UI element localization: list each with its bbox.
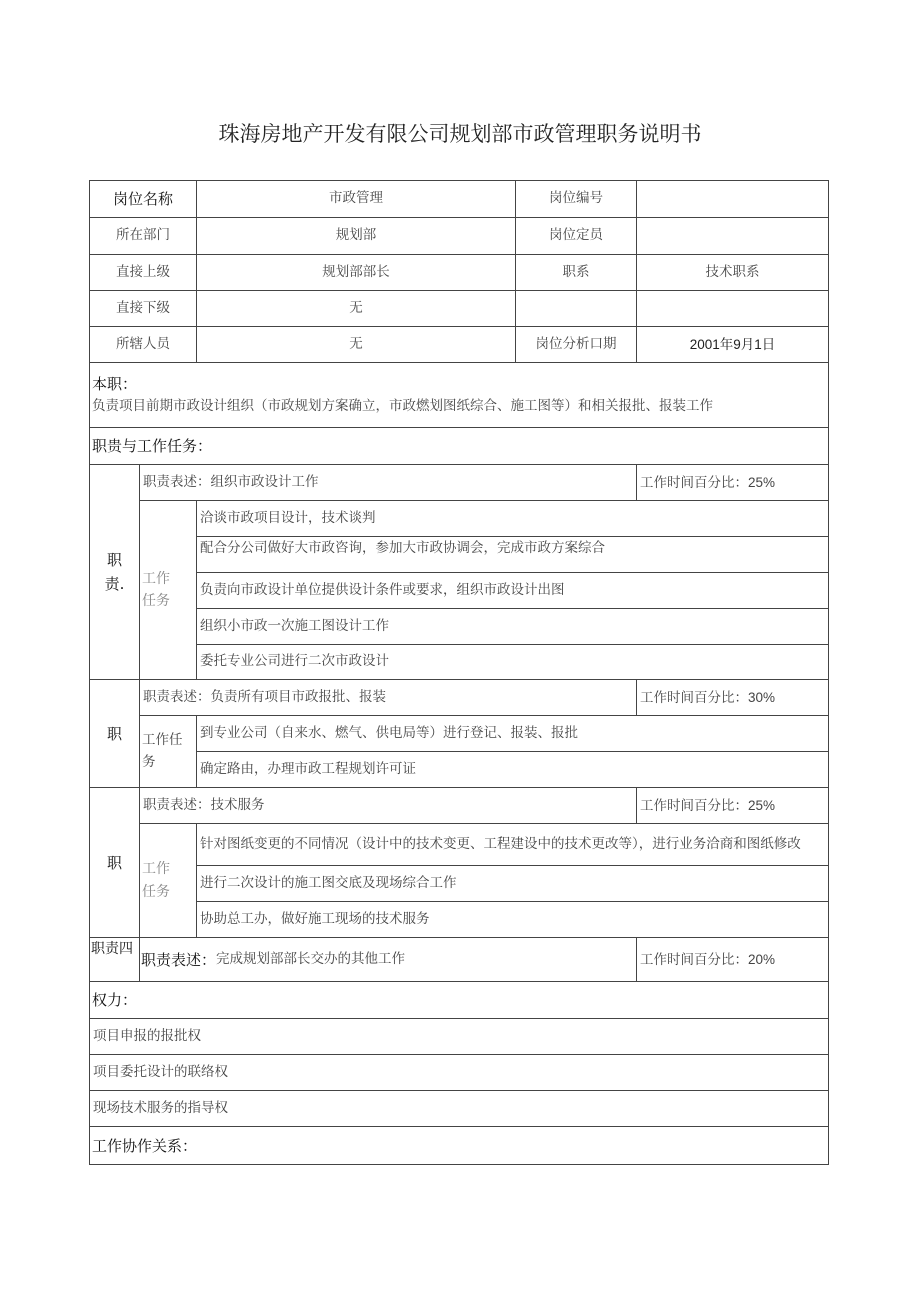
duty-1-desc: 职责表述：组织市政设计工作 (139, 464, 637, 501)
duty-2-time: 工作时间百分比：30% (636, 679, 829, 716)
value-subordinate: 无 (196, 290, 516, 327)
duty-2-task-label: 工作任务 (139, 715, 197, 788)
value-department: 规划部 (196, 217, 516, 255)
duty-1-task: 负责向市政设计单位提供设计条件或要求，组织市政设计出图 (196, 572, 829, 609)
duty-3-label: 职 (89, 787, 140, 938)
duty-2-task: 到专业公司（自来水、燃气、供电局等）进行登记、报装、报批 (196, 715, 829, 752)
duty-1-task: 洽谈市政项目设计，技术谈判 (196, 500, 829, 537)
value-supervisor: 规划部部长 (196, 254, 516, 291)
value-job-family: 技术职系 (636, 254, 829, 291)
label-analysis-date: 岗位分析口期 (515, 326, 637, 363)
power-item: 项目申报的报批权 (89, 1018, 829, 1055)
duty-3-task: 进行二次设计的施工图交底及现场综合工作 (196, 865, 829, 902)
duty-3-desc: 职责表述：技术服务 (139, 787, 637, 824)
duty-2-label: 职 (89, 679, 140, 788)
duty-2-task: 确定路由，办理市政工程规划许可证 (196, 751, 829, 788)
document-title: 珠海房地产开发有限公司规划部市政管理职务说明书 (218, 122, 702, 146)
duty-4-desc-label: 职责表述： (141, 950, 217, 969)
relations-header: 工作协作关系： (89, 1126, 829, 1165)
duty-1-task: 组织小市政一次施工图设计工作 (196, 608, 829, 645)
value-position-name: 市政管理 (196, 180, 516, 218)
duty-4-desc-cell (139, 937, 637, 982)
value-analysis-date: 2001年9月1日 (636, 326, 829, 363)
main-duty-label: 本职： (92, 375, 138, 394)
label-department: 所在部门 (89, 217, 197, 255)
duty-3-task-label: 工作任务 (139, 823, 197, 938)
power-item: 项目委托设计的联络权 (89, 1054, 829, 1091)
powers-header: 权力： (89, 981, 829, 1019)
main-duty-text: 负责项目前期市政设计组织（市政规划方案确立，市政燃划图纸综合、施工图等）和相关报批、报装工作 (92, 398, 713, 415)
duty-1-label: 职责. (89, 464, 140, 680)
empty-cell (636, 290, 829, 327)
duty-4-label: 职责四 (89, 937, 140, 982)
duty-4-desc: 完成规划部部长交办的其他工作 (216, 950, 406, 967)
label-headcount: 岗位定员 (515, 217, 637, 255)
empty-cell (515, 290, 637, 327)
main-duty-section (89, 362, 829, 428)
duty-3-time: 工作时间百分比：25% (636, 787, 829, 824)
value-position-number (636, 180, 829, 218)
power-item: 现场技术服务的指导权 (89, 1090, 829, 1127)
duty-3-task: 协助总工办，做好施工现场的技术服务 (196, 901, 829, 938)
value-headcount (636, 217, 829, 255)
label-position-name: 岗位名称 (89, 180, 197, 218)
label-staff: 所辖人员 (89, 326, 197, 363)
label-supervisor: 直接上级 (89, 254, 197, 291)
label-position-number: 岗位编号 (515, 180, 637, 218)
duty-4-time: 工作时间百分比：20% (636, 937, 829, 982)
duty-1-task: 委托专业公司进行二次市政设计 (196, 644, 829, 680)
label-subordinate: 直接下级 (89, 290, 197, 327)
duties-header: 职贵与工作任务： (89, 427, 829, 465)
label-job-family: 职系 (515, 254, 637, 291)
duty-3-task: 针对图纸变更的不同情况（设计中的技术变更、工程建设中的技术更改等），进行业务洽商和图纸修改 (196, 823, 829, 866)
value-staff: 无 (196, 326, 516, 363)
duty-1-task: 配合分公司做好大市政咨询，参加大市政协调会，完成市政方案综合 (196, 536, 829, 573)
duty-2-desc: 职责表述：负责所有项目市政报批、报装 (139, 679, 637, 716)
duty-1-time: 工作时间百分比：25% (636, 464, 829, 501)
duty-1-task-label: 工作任务 (139, 500, 197, 680)
